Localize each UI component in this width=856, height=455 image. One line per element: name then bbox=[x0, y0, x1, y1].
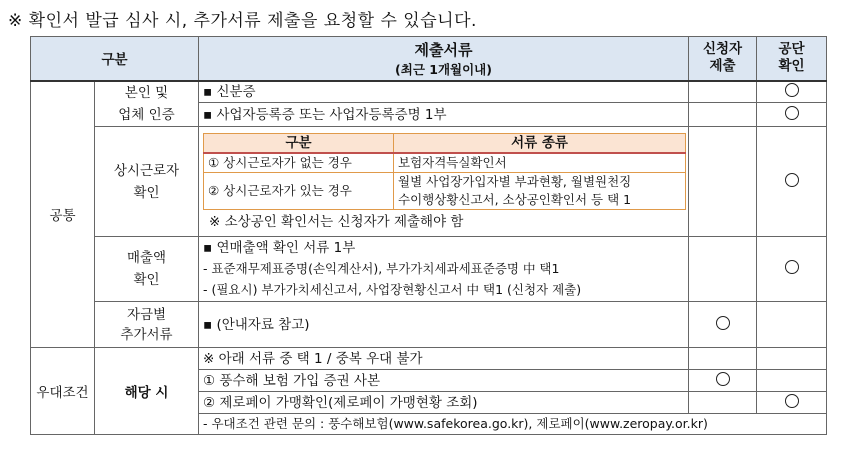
agency-check-cell bbox=[757, 392, 827, 414]
identity-label-line2: 업체 인증 bbox=[118, 106, 175, 123]
identity-label-line1: 본인 및 bbox=[124, 84, 169, 101]
agency-check-cell bbox=[757, 103, 827, 127]
sales-label-line2: 확인 bbox=[133, 272, 160, 288]
workers-label-line2: 확인 bbox=[133, 184, 160, 201]
applicant-cell bbox=[689, 348, 757, 370]
header-agency bbox=[757, 37, 827, 81]
check-mark-icon bbox=[785, 106, 799, 120]
preferential-condition-label: 해당 시 bbox=[95, 348, 199, 435]
worker-cases-table bbox=[203, 133, 686, 210]
header-documents-title: 제출서류 bbox=[414, 40, 473, 59]
agency-check-cell bbox=[757, 81, 827, 103]
workers-label-line1: 상시근로자 bbox=[113, 162, 180, 179]
applicant-cell bbox=[689, 81, 757, 103]
table-header-row bbox=[31, 37, 827, 81]
workers-label bbox=[95, 127, 199, 237]
fund-label-line1: 자금별 bbox=[126, 306, 167, 323]
case-no-workers-doc: 보험자격득실확인서 bbox=[394, 153, 686, 173]
identity-label bbox=[95, 81, 199, 127]
inner-header-category: 구분 bbox=[204, 134, 394, 154]
header-category: 구분 bbox=[31, 37, 199, 81]
check-mark-icon bbox=[785, 173, 799, 187]
fund-label-line2: 추가서류 bbox=[120, 326, 173, 343]
preferential-doc-zeropay: ② 제로페이 가맹확인(제로페이 가맹현황 조회) bbox=[199, 392, 689, 414]
header-applicant-line1: 신청자 bbox=[702, 41, 743, 58]
check-mark-icon bbox=[785, 394, 799, 408]
group-preferential-label: 우대조건 bbox=[31, 348, 95, 435]
applicant-cell bbox=[689, 237, 757, 302]
agency-check-cell bbox=[757, 127, 827, 237]
sales-doc-financial-statement: - 표준재무제표증명(손익계산서), 부가가치세과세표준증명 中 택1 bbox=[199, 259, 689, 280]
check-mark-icon bbox=[716, 316, 730, 330]
group-common-label: 공통 bbox=[31, 81, 95, 348]
worker-cases-header bbox=[204, 134, 686, 154]
header-applicant bbox=[689, 37, 757, 81]
workers-note: ※ 소상공인 확인서는 신청자가 제출해야 함 bbox=[209, 214, 464, 230]
applicant-cell bbox=[689, 127, 757, 237]
inner-header-doc-type: 서류 종류 bbox=[394, 134, 686, 154]
case-no-workers: ① 상시근로자가 없는 경우 bbox=[204, 153, 394, 173]
identity-doc-business-registration: ▪ 사업자등록증 또는 사업자등록증명 1부 bbox=[199, 103, 689, 127]
notice-text: ※ 확인서 발급 심사 시, 추가서류 제출을 요청할 수 있습니다. bbox=[8, 11, 477, 31]
fund-doc-guide: ▪ (안내자료 참고) bbox=[199, 302, 689, 348]
agency-check-cell bbox=[757, 237, 827, 302]
table-row bbox=[204, 153, 686, 173]
table-row bbox=[31, 81, 827, 103]
table-row bbox=[31, 237, 827, 259]
table-row bbox=[31, 302, 827, 348]
preferential-contact: - 우대조건 관련 문의 : 풍수해보험(www.safekorea.go.kr), 제로페이(www.zeropay.or.kr) bbox=[199, 414, 827, 435]
table-row bbox=[31, 127, 827, 237]
agency-cell bbox=[757, 348, 827, 370]
agency-cell bbox=[757, 302, 827, 348]
sales-label-line1: 매출액 bbox=[126, 250, 167, 266]
case-with-workers-doc bbox=[394, 173, 686, 210]
header-applicant-line2: 제출 bbox=[709, 58, 736, 75]
case-with-workers-doc-line1: 월별 사업장가입자별 부과현황, 월별원천징 bbox=[398, 174, 632, 189]
case-with-workers-doc-line2: 수이행상황신고서, 소상공인확인서 등 택 1 bbox=[398, 192, 632, 207]
table-row bbox=[204, 173, 686, 210]
check-mark-icon bbox=[785, 83, 799, 97]
check-mark-icon bbox=[785, 260, 799, 274]
check-mark-icon bbox=[716, 372, 730, 386]
workers-docs bbox=[199, 127, 689, 237]
agency-cell bbox=[757, 370, 827, 392]
header-agency-line1: 공단 bbox=[778, 41, 805, 58]
applicant-cell bbox=[689, 103, 757, 127]
preferential-doc-insurance: ① 풍수해 보험 가입 증권 사본 bbox=[199, 370, 689, 392]
applicant-cell bbox=[689, 392, 757, 414]
required-documents-table bbox=[30, 36, 827, 435]
table-row bbox=[31, 348, 827, 370]
sales-doc-annual: ▪ 연매출액 확인 서류 1부 bbox=[199, 237, 689, 259]
applicant-check-cell bbox=[689, 370, 757, 392]
sales-label bbox=[95, 237, 199, 302]
header-documents-sub: (최근 1개월이내) bbox=[395, 61, 492, 77]
preferential-note: ※ 아래 서류 중 택 1 / 중복 우대 불가 bbox=[199, 348, 689, 370]
header-agency-line2: 확인 bbox=[778, 58, 805, 75]
applicant-check-cell bbox=[689, 302, 757, 348]
header-documents bbox=[199, 37, 689, 81]
case-with-workers: ② 상시근로자가 있는 경우 bbox=[204, 173, 394, 210]
fund-label bbox=[95, 302, 199, 348]
identity-doc-id-card: ▪ 신분증 bbox=[199, 81, 689, 103]
sales-doc-optional: - (필요시) 부가가치세신고서, 사업장현황신고서 中 택1 (신청자 제출) bbox=[199, 280, 689, 302]
